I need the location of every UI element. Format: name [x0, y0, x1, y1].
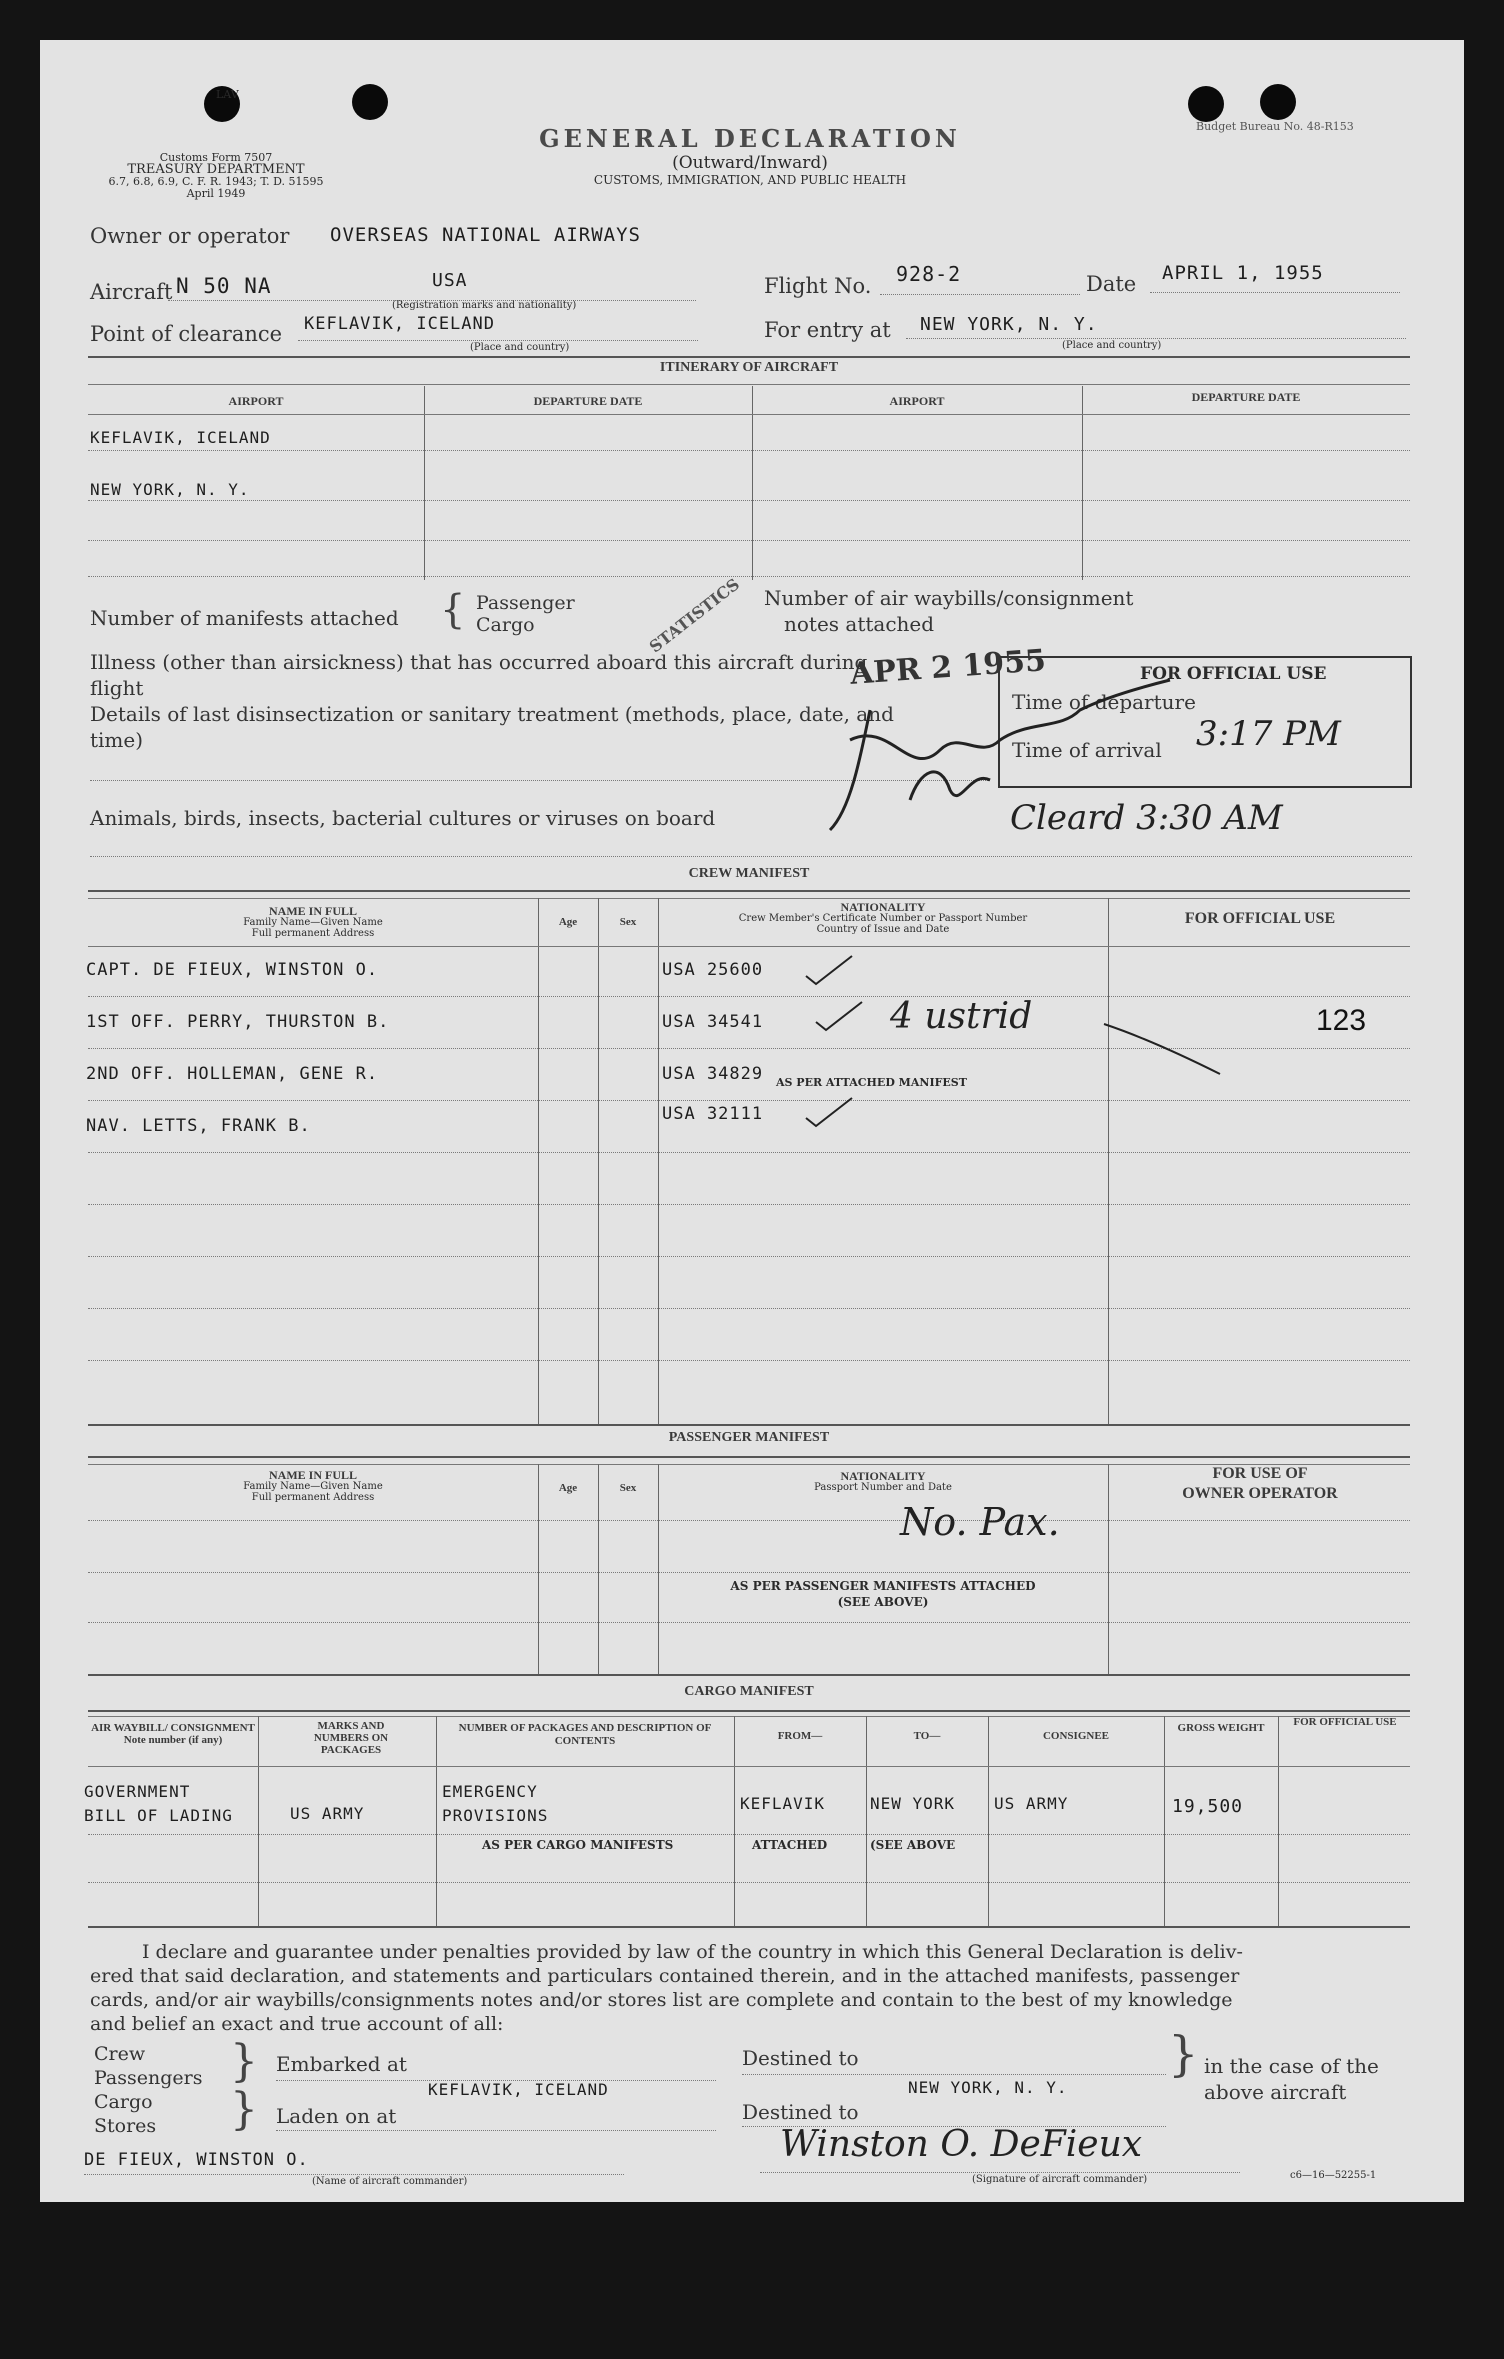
cargo-col-waybill: AIR WAYBILL/ CONSIGNMENT Note number (if any) — [91, 1722, 255, 1746]
aircraft-nationality: USA — [432, 270, 468, 291]
animals-label: Animals, birds, insects, bacterial cultures or viruses on board — [90, 806, 716, 830]
crew-col-official: FOR OFFICIAL USE — [1184, 910, 1336, 927]
flight-label: Flight No. — [764, 274, 872, 298]
passenger-col-owner-1: FOR USE OF — [1212, 1465, 1308, 1482]
page-title: GENERAL DECLARATION — [539, 124, 961, 153]
crew-per-manifest: AS PER ATTACHED MANIFEST — [776, 1076, 967, 1089]
entry-label: For entry at — [764, 318, 891, 342]
checkmark-icon — [800, 1092, 860, 1132]
crew-col-nat-label: NATIONALITY — [840, 900, 926, 914]
passenger-col-name-label: NAME IN FULL — [268, 1468, 357, 1482]
owner-label: Owner or operator — [90, 224, 290, 248]
arrival-time-handwritten: 3:17 PM — [1196, 714, 1341, 754]
statistics-stamp: STATISTICS — [645, 574, 744, 657]
regulations: 6.7, 6.8, 6.9, C. F. R. 1943; T. D. 51595 — [108, 175, 324, 188]
aircraft-caption: (Registration marks and nationality) — [392, 300, 577, 311]
owner-value: OVERSEAS NATIONAL AIRWAYS — [330, 224, 641, 246]
initials-scrawl — [800, 640, 1220, 840]
cargo-col-from: FROM— — [777, 1730, 823, 1742]
brace: { — [440, 587, 466, 633]
crew-row-3-name: 2ND OFF. HOLLEMAN, GENE R. — [86, 1064, 379, 1084]
passenger-manifest-title: PASSENGER MANIFEST — [668, 1430, 830, 1445]
passenger-label: Passenger — [476, 592, 575, 614]
form-id-block — [86, 152, 346, 200]
itinerary-header-airport: AIRPORT — [228, 394, 284, 408]
cargo-col-to: TO— — [913, 1730, 941, 1742]
clearance-value: KEFLAVIK, ICELAND — [304, 314, 495, 334]
cargo-col-official: FOR OFFICIAL USE — [1293, 1716, 1397, 1728]
crew-col-nat-sub1: Crew Member's Certificate Number or Passport Number — [738, 913, 1028, 924]
destined-label-1: Destined to — [742, 2046, 859, 2070]
waybills-label: Number of air waybills/consignment — [764, 586, 1134, 610]
cleared-time-handwritten: Cleard 3:30 AM — [1010, 798, 1283, 838]
declaration-categories — [94, 2042, 202, 2138]
itinerary-title: ITINERARY OF AIRCRAFT — [659, 360, 839, 375]
cargo-col-marks: MARKS AND NUMBERS ON PACKAGES — [313, 1720, 389, 1756]
treasury-department: TREASURY DEPARTMENT — [127, 162, 305, 177]
cargo-desc-1: EMERGENCY — [442, 1782, 538, 1801]
passenger-col-name-sub1: Family Name—Given Name — [243, 1481, 383, 1492]
clearance-caption: (Place and country) — [470, 342, 570, 353]
customs-form-number: Customs Form 7507 — [159, 151, 273, 164]
brace: } — [230, 2084, 258, 2135]
aircraft-label: Aircraft — [90, 280, 173, 304]
cargo-col-consignee: CONSIGNEE — [1042, 1730, 1110, 1742]
cargo-consignee: US ARMY — [994, 1794, 1069, 1813]
itinerary-header-departure: DEPARTURE DATE — [533, 394, 643, 408]
cargo-waybill-1: GOVERNMENT — [84, 1782, 191, 1801]
passengers-category: Passengers — [94, 2067, 203, 2089]
punch-hole — [1188, 86, 1224, 122]
passenger-handwritten-note: No. Pax. — [900, 1500, 1060, 1544]
cargo-col-weight: GROSS WEIGHT — [1177, 1722, 1265, 1734]
cargo-desc-3: AS PER CARGO MANIFESTS — [482, 1838, 674, 1852]
cargo-from-2: ATTACHED — [752, 1838, 828, 1852]
declaration-line-2: ered that said declaration, and statements and particulars contained therein, and in the attached manifests, passenger — [90, 1965, 1240, 1987]
checkmark-icon — [800, 950, 860, 990]
cargo-to: NEW YORK — [870, 1794, 956, 1813]
itinerary-row-1: KEFLAVIK, ICELAND — [90, 428, 271, 447]
passenger-col-owner — [1110, 1464, 1410, 1504]
in-case-line-1: in the case of the — [1204, 2054, 1379, 2078]
crew-col-nationality — [660, 902, 1106, 935]
flight-number: 928-2 — [896, 262, 962, 286]
manifests-label: Number of manifests attached — [90, 606, 399, 630]
crew-row-3-nationality: USA 34829 — [662, 1064, 764, 1084]
flight-label-2: flight — [90, 676, 144, 700]
form-date: April 1949 — [186, 187, 246, 200]
punch-hole — [352, 84, 388, 120]
embarked-value: KEFLAVIK, ICELAND — [428, 2080, 609, 2099]
entry-caption: (Place and country) — [1062, 340, 1162, 351]
commander-name: DE FIEUX, WINSTON O. — [84, 2150, 309, 2170]
time-label: time) — [90, 728, 144, 752]
crew-handwritten-note: 4 ustrid — [890, 996, 1033, 1037]
flight-date: APRIL 1, 1955 — [1162, 262, 1324, 284]
cargo-marks: US ARMY — [290, 1804, 365, 1823]
brace: } — [230, 2036, 258, 2087]
aircraft-registration: N 50 NA — [176, 274, 272, 298]
crew-col-name-sub2: Full permanent Address — [251, 928, 375, 939]
signature-caption: (Signature of aircraft commander) — [972, 2174, 1148, 2185]
passenger-col-sex: Sex — [619, 1482, 637, 1494]
passenger-col-age: Age — [558, 1482, 578, 1494]
cargo-desc-2: PROVISIONS — [442, 1806, 549, 1825]
cargo-weight: 19,500 — [1172, 1796, 1244, 1817]
checkmark-icon — [810, 996, 870, 1036]
crew-row-4-nationality: USA 32111 — [662, 1104, 764, 1124]
pen-stroke — [1100, 1020, 1240, 1080]
laden-label: Laden on at — [276, 2104, 397, 2128]
form-code: c6—16—52255-1 — [1290, 2170, 1377, 2181]
arrival-time-label: Time of arrival — [1012, 738, 1162, 762]
crew-col-age: Age — [558, 916, 578, 928]
crew-official-number: 123 — [1316, 1004, 1367, 1037]
declaration-line-3: cards, and/or air waybills/consignments notes and/or stores list are complete and contain to the best of my knowledge — [90, 1989, 1233, 2011]
cargo-category: Cargo — [94, 2091, 153, 2113]
stores-category: Stores — [94, 2115, 157, 2137]
passenger-col-name — [90, 1470, 536, 1503]
passenger-per-manifest-block — [660, 1578, 1106, 1610]
destined-label-2: Destined to — [742, 2100, 859, 2124]
passenger-per-manifest: AS PER PASSENGER MANIFESTS ATTACHED — [730, 1579, 1036, 1593]
declaration-line-4: and belief an exact and true account of all: — [90, 2013, 504, 2035]
passenger-col-nat-sub: Passport Number and Date — [814, 1482, 952, 1493]
crew-col-sex: Sex — [619, 916, 637, 928]
passenger-col-nat-label: NATIONALITY — [840, 1469, 926, 1483]
clearance-label: Point of clearance — [90, 322, 283, 346]
crew-col-name-sub1: Family Name—Given Name — [243, 917, 383, 928]
crew-manifest-title: CREW MANIFEST — [688, 866, 810, 881]
brace: } — [1168, 2026, 1199, 2082]
destined-value: NEW YORK, N. Y. — [908, 2078, 1068, 2097]
crew-category: Crew — [94, 2043, 146, 2065]
in-case-line-2: above aircraft — [1204, 2080, 1347, 2104]
official-use-title: FOR OFFICIAL USE — [1140, 664, 1327, 684]
notes-attached-label: notes attached — [784, 612, 935, 636]
budget-bureau: Budget Bureau No. 48-R153 — [1196, 120, 1354, 133]
passenger-col-name-sub2: Full permanent Address — [251, 1492, 375, 1503]
title-block — [500, 124, 1000, 187]
crew-col-name — [90, 906, 536, 939]
illness-label: Illness (other than airsickness) that has occurred aboard this aircraft during — [90, 650, 868, 674]
punch-hole — [1260, 84, 1296, 120]
crew-row-2-name: 1ST OFF. PERRY, THURSTON B. — [86, 1012, 390, 1032]
crew-row-1-name: CAPT. DE FIEUX, WINSTON O. — [86, 960, 379, 980]
itinerary-header-departure-2: DEPARTURE DATE — [1191, 390, 1301, 404]
crew-col-name-label: NAME IN FULL — [268, 904, 357, 918]
crew-row-4-name: NAV. LETTS, FRANK B. — [86, 1116, 311, 1136]
page-subtitle: (Outward/Inward) — [672, 153, 828, 173]
page-subtitle-2: CUSTOMS, IMMIGRATION, AND PUBLIC HEALTH — [593, 173, 907, 187]
cargo-from: KEFLAVIK — [740, 1794, 826, 1813]
passenger-col-nationality — [660, 1470, 1106, 1494]
commander-caption: (Name of aircraft commander) — [312, 2176, 468, 2187]
date-label: Date — [1086, 272, 1137, 296]
cargo-manifest-title: CARGO MANIFEST — [684, 1684, 814, 1699]
itinerary-row-2: NEW YORK, N. Y. — [90, 480, 250, 499]
crew-row-2-nationality: USA 34541 — [662, 1012, 764, 1032]
disinsect-label: Details of last disinsectization or sanitary treatment (methods, place, date, and — [90, 702, 894, 726]
itinerary-header-airport-2: AIRPORT — [889, 394, 945, 408]
cargo-waybill-2: BILL OF LADING — [84, 1806, 233, 1825]
cargo-to-2: (SEE ABOVE — [870, 1838, 956, 1852]
cargo-label: Cargo — [476, 614, 535, 636]
declaration-line-1: I declare and guarantee under penalties provided by law of the country in which this General Declaration is deliv- — [142, 1941, 1243, 1963]
cargo-col-description: NUMBER OF PACKAGES AND DESCRIPTION OF CONTENTS — [458, 1722, 712, 1747]
entry-value: NEW YORK, N. Y. — [920, 314, 1098, 335]
received-stamp: APR 2 1955 — [849, 643, 1048, 692]
commander-signature: Winston O. DeFieux — [780, 2124, 1143, 2165]
embarked-label: Embarked at — [276, 2052, 407, 2076]
crew-col-nat-sub2: Country of Issue and Date — [816, 924, 950, 935]
declaration-text — [90, 1940, 1243, 2036]
crew-row-1-nationality: USA 25600 — [662, 960, 764, 980]
passenger-col-owner-2: OWNER OPERATOR — [1182, 1485, 1338, 1502]
departure-time-label: Time of departure — [1012, 690, 1196, 714]
passenger-see-above: (SEE ABOVE) — [837, 1595, 929, 1609]
lav-mark: LAV — [216, 88, 239, 101]
